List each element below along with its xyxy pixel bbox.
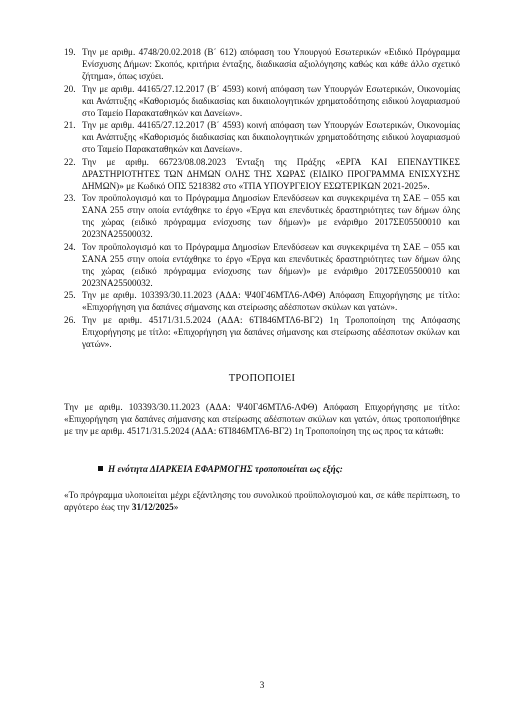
amendment-paragraph: Την με αριθμ. 103393/30.11.2023 (ΑΔΑ: Ψ40Γ46ΜΤΛ6-ΛΦΘ) Απόφαση Επιχορήγησης με τίτλο: «Επιχορήγηση για δαπάνες σήμανσης και στείρωσης αδέσποτων σκύλων και γατών, όπως τροποποιήθηκε με την με αριθμ. 45171/31.5.2024 (ΑΔΑ: 6ΤΙ846ΜΤΛ6-ΒΓ2) 1η Τροποποίηση της ως προς τα κάτωθι: [64, 401, 460, 436]
item-text: Τον προϋπολογισμό και το Πρόγραμμα Δημοσίων Επενδύσεων και συγκεκριμένα τη ΣΑΕ – 055 και ΣΑΝΑ 255 στην οποία εντάχθηκε το έργο «Έργα και επενδυτικές δραστηριότητες των δήμων όλης της χώρας (ειδικό πρόγραμμα ενίσχυσης των δήμων)» με ενάριθμο 2017ΣΕ05500010 και 2023ΝΑ25500032. [82, 241, 460, 288]
page-number: 3 [259, 681, 265, 691]
quote-date: 31/12/2025 [131, 501, 174, 512]
list-item [64, 119, 460, 155]
section-heading: ΤΡΟΠΟΠΟΙΕΙ [228, 372, 296, 384]
quote-text: «Το πρόγραμμα υλοποιείται μέχρι εξάντλησης του συνολικού προϋπολογισμού και, σε κάθε περίπτωση, το αργότερο έως την [64, 489, 460, 512]
amendment-bullet [64, 463, 460, 475]
list-item [64, 289, 460, 313]
bullet-text: Η ενότητα ΔΙΑΡΚΕΙΑ ΕΦΑΡΜΟΓΗΣ τροποποιείται ως εξής: [108, 463, 343, 474]
list-item [64, 156, 460, 192]
list-item [64, 241, 460, 289]
item-number: 26. [64, 314, 76, 325]
item-text: Τον προϋπολογισμό και το Πρόγραμμα Δημοσίων Επενδύσεων και συγκεκριμένα τη ΣΑΕ – 055 και ΣΑΝΑ 255 στην οποία εντάχθηκε το έργο «Έργα και επενδυτικές δραστηριότητες των δήμων όλης της χώρας (ειδικό πρόγραμμα ενίσχυσης των δήμων)» με ενάριθμο 2017ΣΕ05500010 και 2023ΝΑ25500032. [82, 193, 460, 239]
item-number: 21. [64, 120, 76, 130]
considerations-list [64, 46, 460, 350]
item-number: 22. [64, 156, 76, 167]
list-item [64, 83, 460, 119]
square-bullet-icon [98, 466, 103, 471]
quote-close: » [173, 501, 179, 512]
item-text: Την με αριθμ. 44165/27.12.2017 (Β΄ 4593) κοινή απόφαση των Υπουργών Εσωτερικών, Οικονομίας και Ανάπτυξης «Καθορισμός διαδικασίας και δικαιολογητικών χρηματοδότησης ειδικού λογαριασμού στο Ταμείο Παρακαταθηκών και Δανείων». [82, 120, 460, 154]
item-number: 25. [64, 290, 76, 300]
item-text: Την με αριθμ. 4748/20.02.2018 (Β΄ 612) απόφαση του Υπουργού Εσωτερικών «Ειδικό Πρόγραμμα Ενίσχυσης Δήμων: Σκοπός, κριτήρια ένταξης, διαδικασία αξιολόγησης καθώς και κάθε άλλο σχετικό ζήτημα», όπως ισχύει. [82, 47, 460, 81]
amendment-quote [64, 489, 460, 513]
item-number: 19. [64, 47, 76, 57]
list-item [64, 314, 460, 350]
item-text: Την με αριθμ. 103393/30.11.2023 (ΑΔΑ: Ψ40Γ46ΜΤΛ6-ΛΦΘ) Απόφαση Επιχορήγησης με τίτλο: «Επιχορήγηση για δαπάνες σήμανσης και στείρωσης αδέσποτων σκύλων και γατών». [82, 290, 460, 312]
item-number: 24. [64, 241, 76, 252]
item-number: 20. [64, 83, 76, 94]
item-text: Την με αριθμ. 45171/31.5.2024 (ΑΔΑ: 6ΤΙ846ΜΤΛ6-ΒΓ2) 1η Τροποποίηση της Απόφασης Επιχορήγησης με τίτλο: «Επιχορήγηση για δαπάνες σήμανσης και στείρωσης αδέσποτων σκύλων και γατών». [82, 314, 460, 349]
list-item [64, 46, 460, 82]
item-text: Την με αριθμ. 66723/08.08.2023 Ένταξη της Πράξης «ΕΡΓΑ ΚΑΙ ΕΠΕΝΔΥΤΙΚΕΣ ΔΡΑΣΤΗΡΙΟΤΗΤΕΣ ΤΩΝ ΔΗΜΩΝ ΟΛΗΣ ΤΗΣ ΧΩΡΑΣ (ΕΙΔΙΚΟ ΠΡΟΓΡΑΜΜΑ ΕΝΙΣΧΥΣΗΣ ΔΗΜΩΝ)» με Κωδικό ΟΠΣ 5218382 στο «ΤΠΑ ΥΠΟΥΡΓΕΙΟΥ ΕΣΩΤΕΡΙΚΩΝ 2021-2025». [82, 156, 460, 191]
item-text: Την με αριθμ. 44165/27.12.2017 (Β΄ 4593) κοινή απόφαση των Υπουργών Εσωτερικών, Οικονομίας και Ανάπτυξης «Καθορισμός διαδικασίας και δικαιολογητικών χρηματοδότησης ειδικού λογαριασμού στο Ταμείο Παρακαταθηκών και Δανείων». [82, 83, 460, 118]
item-number: 23. [64, 193, 76, 203]
list-item [64, 192, 460, 240]
